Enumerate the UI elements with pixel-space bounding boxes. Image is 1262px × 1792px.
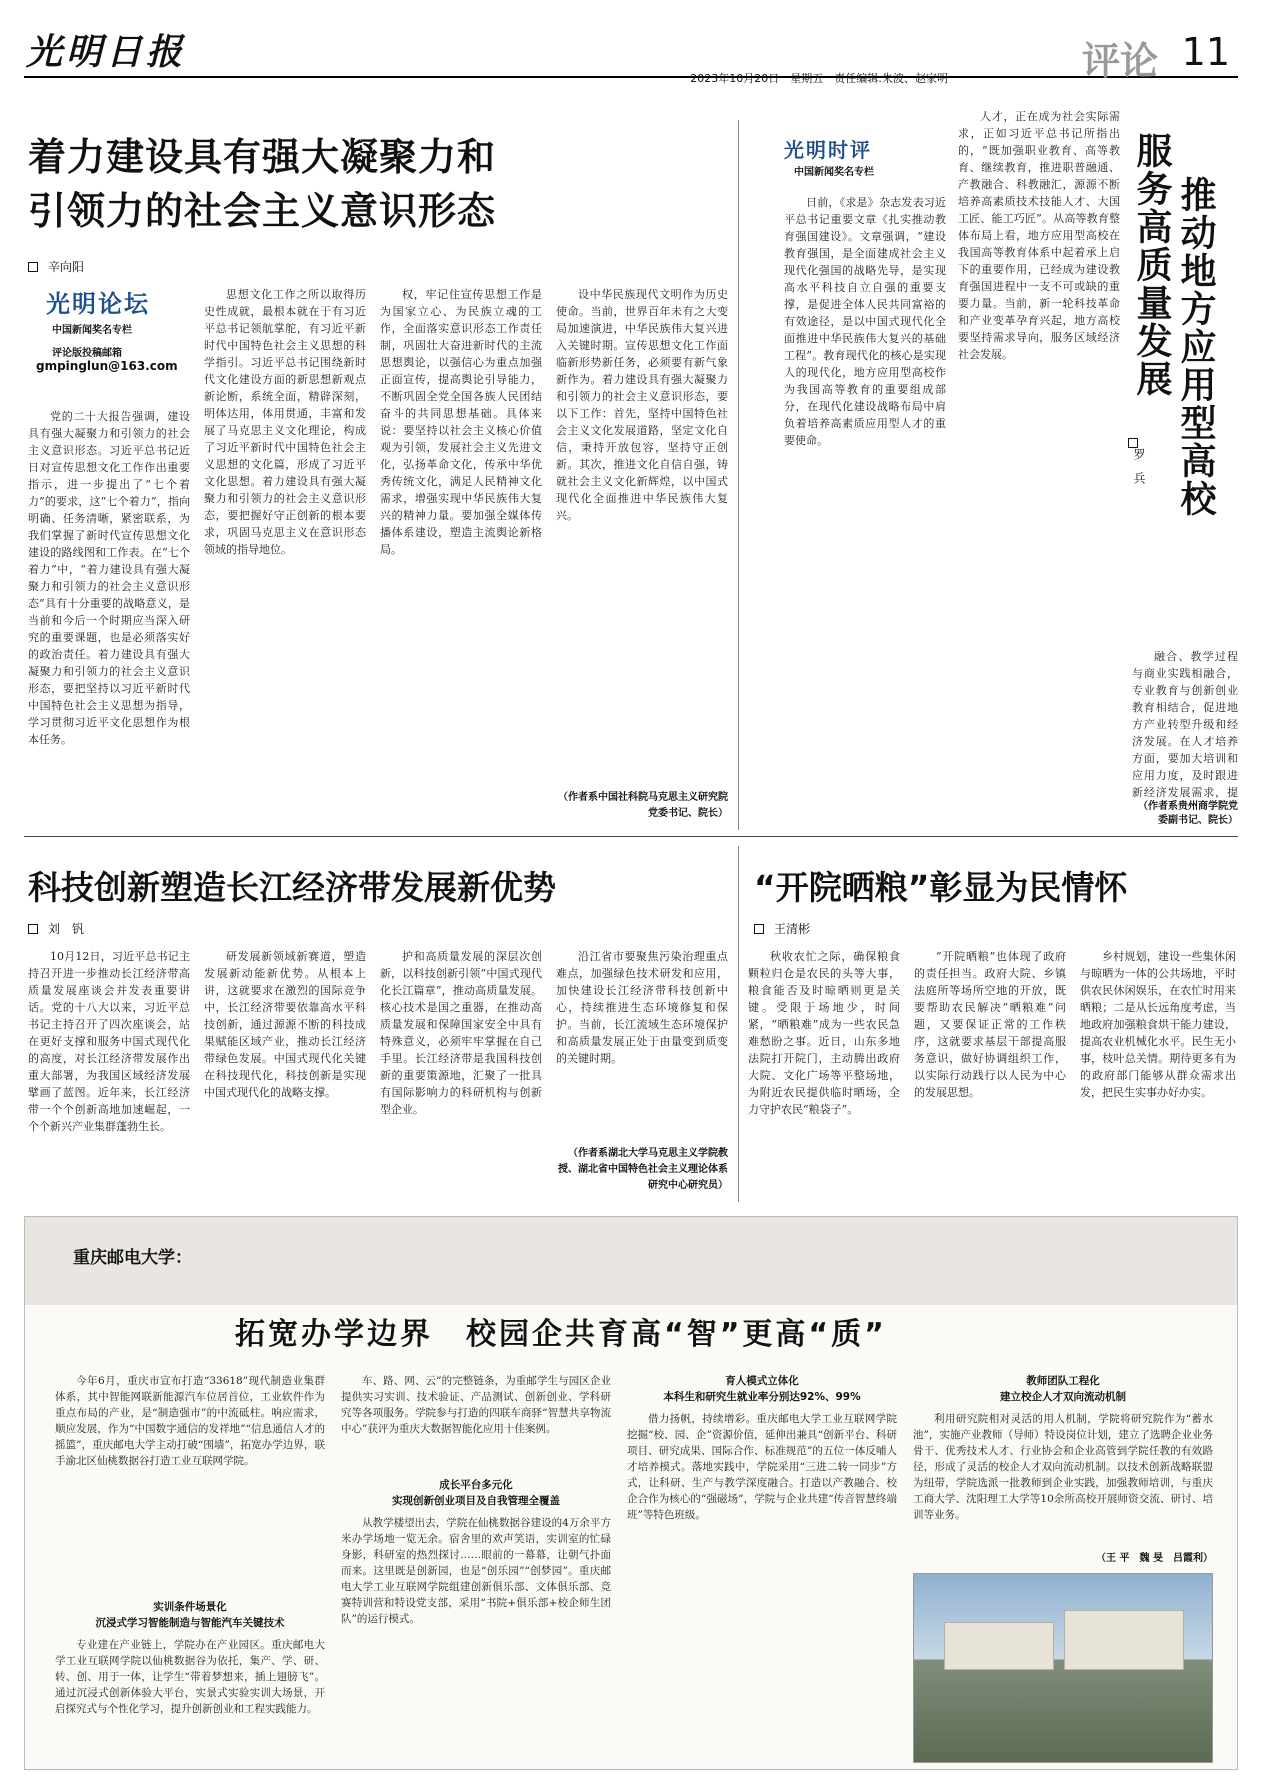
grain-col-1 <box>748 948 900 1198</box>
yangtze-col-1 <box>28 948 190 1198</box>
commentary-col-2-text: 人才，正在成为社会实际需求，正如习近平总书记所指出的，“既加强职业教育、高等教育、继续教育，推进职普融通、产教融合、科教融汇，源源不断培养高素质技术技能人才、大国工匠、能工巧匠”。从高等教育整体布局上看，地方应用型高校在我国高等教育体系中起着承上启下的重要作用，已经成为建设教育强国进程中一支不可或缺的重要力量。当前，新一轮科技革命和产业变革孕育兴起，地方高校要坚持需求导向，服务区域经济社会发展。 <box>958 110 1120 361</box>
byline-marker-icon <box>28 262 38 272</box>
page-number: 11 <box>1181 30 1230 74</box>
yangtze-author: 刘 钒 <box>48 922 85 936</box>
feature-col-3-heading: 育人模式立体化 本科生和研究生就业率分别达92%、99% <box>663 1375 861 1403</box>
newspaper-logo: 光明日报 <box>26 31 187 73</box>
forum-email: gmpinglun@163.com <box>36 359 178 373</box>
feature-subtitle: 重庆邮电大学： <box>73 1248 192 1268</box>
lead-col-3-text: 权，牢记住宣传思想工作是为国家立心、为民族立魂的工作，全面落实意识形态工作责任制，巩固壮大奋进新时代的主流思想舆论，以强信心为重点加强正面宣传，提高舆论引导能力，不断巩固全党全国各族人民团结奋斗的共同思想基础。具体来说：要坚持以社会主义核心价值观为引领，发展社会主义先进文化，弘扬革命文化，传承中华优秀传统文化，满足人民精神文化需求，增强实现中华民族伟大复兴的精神力量。要加强全媒体传播体系建设，塑造主流舆论新格局。 <box>380 288 542 556</box>
feature-ribbon <box>25 1217 1237 1305</box>
yangtze-col-3-text: 护和高质量发展的深层次创新，以科技创新引领“中国式现代化长江篇章”，推动高质量发展。核心技术是国之重器，在推动高质量发展和保障国家安全中具有特殊意义，必须牢牢掌握在自己手里。长江经济带是我国科技创新的重要策源地，汇聚了一批具有国际影响力的科研机构与创新型企业。 <box>380 950 542 1116</box>
commentary-title-line1: 推动地方应用型高校 <box>1175 176 1216 518</box>
feature-col-1b <box>55 1637 325 1765</box>
grain-col-1-text: 秋收农忙之际，确保粮食颗粒归仓是农民的头等大事，粮食能否及时晾晒则更是关键。受限于场地少，时间紧，“晒粮难”成为一些农民急难愁盼之事。近日，山东多地法院打开院门，主动腾出政府大院、文化广场等平整场地，为附近农民提供临时晒场，全力守护农民“粮袋子”。 <box>748 950 900 1116</box>
commentary-byline <box>1128 438 1148 484</box>
feature-col-2-text: 车、路、网、云”的完整链条，为重邮学生与园区企业提供实习实训、技术验证、产品测试、创新创业、学科研究等各项服务。学院参与打造的四联车商驿“智慧共享物流中心”获评为重庆大数据智能化应用十佳案例。 <box>341 1375 611 1435</box>
yangtze-col-3 <box>380 948 542 1198</box>
lead-title-line1: 着力建设具有强大凝聚力和 <box>28 135 497 179</box>
forum-email-label: 评论版投稿邮箱 <box>52 348 122 359</box>
grain-author: 王清彬 <box>774 922 811 936</box>
section-name: 评论 <box>1081 39 1158 83</box>
commentary-title-line2: 服务高质量发展 <box>1131 132 1172 398</box>
yangtze-article <box>24 842 730 1202</box>
campus-building <box>1064 1610 1184 1670</box>
campus-photo <box>913 1573 1213 1763</box>
lead-col-4-text: 设中华民族现代文明作为历史使命。当前，世界百年未有之大变局加速演进，中华民族伟大复兴进入关键时期。宣传思想文化工作面临新形势新任务，必须要有新气象新作为。着力建设具有强大凝聚力和引领力的社会主义意识形态，要以下工作：首先，坚持中国特色社会主义文化发展道路，坚定文化自信，秉持开放包容，坚持守正创新。其次，推进文化自信自强，铸就社会主义文化新辉煌，以中国式现代化全面推进中华民族伟大复兴。 <box>556 288 728 522</box>
forum-badge-sub: 中国新闻奖名专栏 <box>52 325 132 336</box>
campus-building <box>944 1622 1054 1670</box>
grain-col-3 <box>1080 948 1236 1198</box>
grain-title: “开院晒粮”彰显为民情怀 <box>754 868 1128 907</box>
column-divider <box>738 846 739 1202</box>
feature-col-3 <box>627 1411 897 1765</box>
section-divider <box>24 836 1238 837</box>
byline-marker-icon <box>1128 438 1138 448</box>
yangtze-title: 科技创新塑造长江经济带发展新优势 <box>28 868 556 907</box>
feature-col-3-text: 借力扬帆，持续增彩。重庆邮电大学工业互联网学院挖掘“校、园、企”资源价值，延伸出兼具“创新平台、科研项目、研究成果、国际合作、标准规范”的五位一体反哺人才培养模式。落地实践中，学院采用“三进二转一同步”方式，让科研、生产与教学深度融合。打造以产教融合、校企合作为核心的“强磁场”，学院与企业共建“传音智慧终端班”等特色班级。 <box>627 1413 897 1521</box>
feature-col-4 <box>913 1411 1213 1545</box>
masthead <box>24 20 1238 85</box>
yangtze-author-note: （作者系湖北大学马克思主义学院教授、湖北省中国特色社会主义理论体系研究中心研究员） <box>558 1148 728 1191</box>
commentary-col-2 <box>958 108 1120 828</box>
feature-col-2-heading: 成长平台多元化 实现创新创业项目及自我管理全覆盖 <box>392 1479 560 1507</box>
university-feature <box>24 1216 1238 1770</box>
commentary-author-note: （作者系贵州商学院党委副书记、院长） <box>1138 801 1238 826</box>
feature-col-4-heading: 教师团队工程化 建立校企人才双向流动机制 <box>1000 1375 1126 1403</box>
grain-article <box>744 842 1238 1202</box>
feature-col-2b <box>341 1515 611 1765</box>
feature-col-1-text: 今年6月，重庆市宣布打造“33618”现代制造业集群体系，其中智能网联新能源汽车位居首位，工业软件作为重点布局的产业，是“制造强市”的中流砥柱。响应需求，顺应发展，作为“中国数字通信的发祥地”“信息通信人才的摇篮”，重庆邮电大学主动打破“围墙”，拓宽办学边界，联手渝北区仙桃数据谷打造工业互联网学院。 <box>55 1375 325 1467</box>
feature-col-2 <box>341 1373 611 1469</box>
grain-col-3-text: 乡村规划，建设一些集休闲与晾晒为一体的公共场地，平时供农民休闲娱乐，在农忙时用来晒粮；二是从长远角度考虑，当地政府加强粮食烘干能力建设，提高农业机械化水平。民生无小事，枝叶总关情。期待更多有为的政府部门能够从群众需求出发，把民生实事办好办实。 <box>1080 950 1236 1099</box>
commentary-badge-title: 光明时评 <box>784 138 872 162</box>
issue-date: 2023年10月20日 星期五 责任编辑:朱波、赵家明 <box>690 72 948 85</box>
yangtze-col-4-text: 沿江省市要聚焦污染治理重点难点，加强绿色技术研发和应用，加快建设长江经济带科技创新中心，持续推进生态环境修复和保护。当前，长江流域生态环境保护和高质量发展正处于由量变到质变的关键时期。 <box>556 950 728 1065</box>
forum-badge-title: 光明论坛 <box>46 290 150 318</box>
guangming-commentary-badge <box>784 134 924 184</box>
yangtze-col-2 <box>204 948 366 1198</box>
commentary-col-1 <box>784 194 946 828</box>
lead-author-note: （作者系中国社科院马克思主义研究院党委书记、院长） <box>558 792 728 819</box>
lead-col-4 <box>556 286 728 786</box>
feature-col-1 <box>55 1373 325 1593</box>
yangtze-col-4 <box>556 948 728 1144</box>
lead-byline <box>28 258 84 275</box>
lead-title-line2: 引领力的社会主义意识形态 <box>28 189 497 233</box>
feature-col-1b-text: 专业建在产业链上，学院办在产业园区。重庆邮电大学工业互联网学院以仙桃数据谷为依托，集产、学、研、转、创、用于一体，让学生“带着梦想来，插上翅膀飞”。通过沉浸式创新体验大平台，实景式实验实训大场景，开启探究式与个性化学习，提升创新创业和工程实践能力。 <box>55 1639 325 1715</box>
yangtze-col-1-text: 10月12日，习近平总书记主持召开进一步推动长江经济带高质量发展座谈会并发表重要讲话。党的十八大以来，习近平总书记主持召开了四次座谈会，站在更好支撑和服务中国式现代化的高度，对长江经济带发展作出重大部署，为我国区域经济发展擘画了蓝图。近年来，长江经济带一个个创新高地加速崛起，一个个新兴产业集群蓬勃生长。 <box>28 950 190 1133</box>
feature-credit: （王 平 魏 旻 吕霞利） <box>1096 1553 1213 1564</box>
yangtze-col-2-text: 研发展新领域新赛道，塑造发展新动能新优势。从根本上讲，这就要求在激烈的国际竞争中，长江经济带要依靠高水平科技创新，通过源源不断的科技成果赋能区域产业，推动长江经济带绿色发展。中国式现代化关键在科技现代化，科技创新是实现中国式现代化的战略支撑。 <box>204 950 366 1099</box>
grain-byline <box>754 920 810 937</box>
lead-col-2-text: 思想文化工作之所以取得历史性成就，最根本就在于有习近平总书记领航掌舵，有习近平新时代中国特色社会主义思想的科学指引。习近平总书记围绕新时代文化建设方面的新思想新观点新论断，系统全面，精辟深刻，明体达用，体用贯通，丰富和发展了马克思主义文化理论，构成了习近平新时代中国特色社会主义思想的文化篇，形成了习近平文化思想。着力建设具有强大凝聚力和引领力的社会主义意识形态，要把握好守正创新的根本要求，巩固马克思主义在意识形态领域的指导地位。 <box>204 288 366 556</box>
grain-col-2 <box>914 948 1066 1198</box>
byline-marker-icon <box>28 924 38 934</box>
commentary-col-3-text: 融合、教学过程与商业实践相融合，专业教育与创新创业教育相结合，促进地方产业转型升级和经济发展。在人才培养方面，要加大培训和应用力度，及时跟进新经济发展需求，提 <box>1132 650 1238 798</box>
commentary-col-1-text: 日前，《求是》杂志发表习近平总书记重要文章《扎实推动教育强国建设》。文章强调，“建设教育强国，是全面建成社会主义现代化强国的战略先导，是实现高水平科技自立自强的重要支撑，是促进全体人民共同富裕的有效途径，是以中国式现代化全面推进中华民族伟大复兴的基础工程”。教育现代化的核心是实现人的现代化，地方应用型高校作为我国高等教育的重要组成部分，在现代化建设战略布局中肩负着培养高素质应用型人才的重要使命。 <box>784 196 946 447</box>
byline-marker-icon <box>754 924 764 934</box>
commentary-badge-sub: 中国新闻奖名专栏 <box>794 167 874 178</box>
guangming-forum-badge <box>28 284 196 396</box>
commentary-col-3 <box>1132 648 1238 798</box>
feature-col-1-heading: 实训条件场景化 沉浸式学习智能制造与智能汽车关键技术 <box>95 1601 285 1629</box>
column-divider <box>738 120 739 830</box>
lead-article <box>24 108 732 828</box>
lead-author: 辛向阳 <box>48 260 85 274</box>
feature-col-2b-text: 从教学楼望出去，学院在仙桃数据谷建设的4万余平方米办学场地一览无余。宿舍里的欢声笑语，实训室的忙碌身影，科研室的热烈探讨……眼前的一幕幕，让朝气扑面而来。这里既是创新园，也是“创乐园”“创梦园”。重庆邮电大学工业互联网学院组建创新俱乐部、文体俱乐部、竞赛特训营和特设党支部，采用“书院+俱乐部+校企师生团队”的运行模式。 <box>341 1517 611 1625</box>
feature-headline: 拓宽办学边界 校园企共育高“智”更高“质” <box>235 1317 887 1352</box>
lead-col-1-text: 党的二十大报告强调，建设具有强大凝聚力和引领力的社会主义意识形态。习近平总书记近日对宣传思想文化工作作出重要指示，进一步提出了“七个着力”的要求，这“七个着力”，指向明确、任务清晰，紧密联系，为我们掌握了新时代宣传思想文化建设的路线图和工作表。在“七个着力”中，“着力建设具有强大凝聚力和引领力的社会主义意识形态”具有十分重要的战略意义，是当前和今后一个时期应当深入研究的重要课题，也是必须落实好的政治责任。着力建设具有强大凝聚力和引领力的社会主义意识形态，要把坚持以习近平新时代中国特色社会主义思想为指导，学习贯彻习近平文化思想作为根本任务。 <box>28 410 190 746</box>
feature-col-4-text: 利用研究院相对灵活的用人机制，学院将研究院作为“蓄水池”，实施产业教师（导师）特设岗位计划，建立了选聘企业业务骨干、优秀技术人才、行业协会和企业高管到学院任教的有效路径，形成了灵活的校企人才双向流动机制。以技术创新战略联盟为纽带，学院选派一批教师到企业实践，加强教师培训，与重庆工商大学、沈阳理工大学等10余所高校开展师资交流、研讨、培训等业务。 <box>913 1413 1213 1521</box>
grain-col-2-text: “开院晒粮”也体现了政府的责任担当。政府大院、乡镇法庭所等场所空地的开放，既要帮助农民解决“晒粮难”问题，又要保证正常的工作秩序，这就要求基层干部提高服务意识，做好协调组织工作，以实际行动践行以人民为中心的发展思想。 <box>914 950 1066 1099</box>
lead-col-3 <box>380 286 542 828</box>
commentary-article <box>744 108 1238 828</box>
yangtze-byline <box>28 920 84 937</box>
lead-col-1 <box>28 408 190 828</box>
commentary-author: 罗 兵 <box>1132 448 1146 484</box>
lead-col-2 <box>204 286 366 828</box>
